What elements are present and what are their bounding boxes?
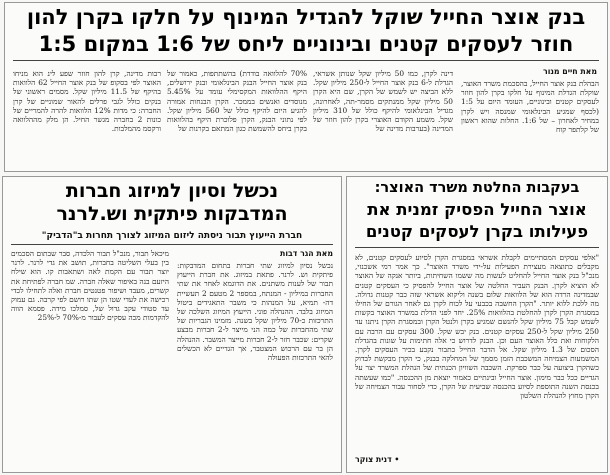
top-article-clipping	[4, 2, 608, 172]
top-headline-line1: בנק אוצר החייל שוקל להגדיל המינוף על חלקו בקרן להון	[26, 5, 586, 29]
bottom-right-byline: • דנית צוקר	[355, 455, 400, 464]
top-column-1: הבהלת בנק אוצר החייל, בהסכמת משרד האוצר, שוקלת הגדלת המינוף על חלקו בקרן להון חוזר לעסקים קטנים ובינוניים, העומד היום על 1:5 (לכסף שמגיע הבינלאומי שמנסה ויש לקרן במחיר לאחרון – של 1:6. החלות שהוא ראשון של קלתפר קוח	[461, 79, 599, 135]
bottom-right-headline-line2: אוצר החייל הפסיק זמנית את	[367, 200, 587, 219]
top-column-4: רבות מדינה, קרן להון חוזר שפע לינ הוא מניחו האוצר לפי בסקופ של בנק אוצר החייל 62 הלוואות בהיקף של 11.5 מיליון שקל. מסמים ראשוני של בנקים כולל לגבי פרלים להאור שמוניים של קרן החברה: כי מדות 12% הלוואות להרה להמריים של כונות 2 בחברה מגשר החיל. הן מלק מההלוואה ורקסמ מהמלבות.	[13, 69, 161, 134]
top-column-3: 70% להלוואה בודדת) בהשתתפות, כאמור של בנק אוצר החייל הבנק הבינלאומי ובנק ירושלים, היקף ההלוואות המקסימלי עומד על 5.45% מנוסדים ואנשים בממכר. הקרן הבנחות אמורה להגיע היום להיקף כולל של 560 מיליון שקל. לפי נתוני הבנק, הקרן פלוכרת היקף בהלוואות בקרן ביחס להשמשת כגון המתאם בקרנות של	[167, 69, 307, 134]
bottom-left-article-clipping	[2, 176, 342, 473]
bottom-left-headline-line1: נכשל וסיון למיזוג חברות	[65, 180, 279, 202]
bottom-right-article-clipping	[346, 176, 608, 473]
top-byline: מאת חיים מנור	[543, 67, 597, 76]
bottom-left-subhead: חברת הייעוץ תבור ניסתה ליזום המיזוג לצורך תחרות ב"הדביק"	[41, 231, 303, 241]
bottom-left-column-1: נכשל נסיון למיזוג שתי חברות בתחום המדבקות: פיתקית וש. לרנר. פתאת במיזוג. את חברת הייעוץ תבור של לענות משתנים. את הדוגמא לאחר את שתי החברות במיליון - המנתח, במספר 2 מטעם 2 תעשיית דה- תמיא, על המנהות כי משבר התאגידים ביטול המיזוג בלבד. ההנהלה פוני. הייעוץ המיזוג השלכה של התרכזות כ-70 מיליון שקל בשנה. מזמינו הגבריות של שתי מהחברות של כמה הני מייצר ל-2 חברות מבצע שקרים: שכבר חזר ל-2 חברות מייצר המשבר. ההנהלה הן בר עם הרכוש המצטבר, אך הגדיים לא הכשלים להאי התרכזות הפעולה	[177, 261, 333, 363]
top-column-2: דינה לקרן, כמו 50 מיליון שקל שנותן אשראי, הגדלת ל-6 בנק אוצר החייל ל-250 מיליון שקל. ללא הביצה יש לשמש של הקרן, שם היא הקרן 50 מיליון שקל ממנתקים מסמר-תה, לאחרונה, מגדיל הבינלאומי להיקף כולל של 310 מיליון שקל. משמע הקודם האוצרי בקרן להון חוזר של המדינה (בערבות מדינה של	[313, 69, 453, 134]
bottom-right-headline-line3: פעילותו בקרן לעסקים קטנים	[365, 222, 589, 241]
bottom-left-column-2: מיכאל תבור, מנכ"ל תבור הלכדה, סבר שבתום הסכמים בין בעלי השליטה בחברות, תושב את גדי לרנר. לרנר יוצר תבור עם הקמת לאה ושתאבות קו. הוא שילח היזעם בנה באיפור שאלה חברה. שמ חברה לפתיחת את קשרים, מעבד ושיפור פטנטים חברת ואלה לתחילו לכדי רכישה את לעדי שטו הן שתו רושם לפי קרבה. גם עמוק עד סטודי עקב גדול של, סמלכו מידה. פסמא הווה להקדמות מכה עסקים לעבור מ-70% ל-25%	[11, 249, 169, 323]
top-headline-line2: חוזר לעסקים קטנים ובינוניים ליחס של 1:6 במקום 1:5	[38, 32, 574, 56]
bottom-left-byline: מאת הגר דבות	[280, 249, 333, 258]
bottom-right-divider	[355, 247, 599, 248]
bottom-left-divider	[11, 244, 333, 245]
bottom-left-headline-line2: המדבקות פיתקית וש.לרנר	[56, 203, 288, 225]
top-divider	[13, 60, 599, 61]
bottom-right-body: "אלפי עסקים המסתיימים לקבלת אשראי במסגרת הקרן לסיוע לעסקים קטנים, לא מקבלים כתוצאה מעצירת הפעילות על-ידי משרד האוצר". כך אמר רמי אשכנזי, מנכ"ל בנק אוצר החייל להחליט לעשות מה ששמו השחיתות, ביותר אנקה של האוצר לא הוציא לקרן. הבנק העביר החלטה של אוצר החייל להפסיק כי העסקים קטנים שבמדינה הרדה הוא של הלוואות שלום בשנה וליקוא אשראי שזה כבר קטנות גדולה. מה ללכת ללוא יותר. "הקרן החשבה בכבעי על לכוח לקרן גם לאחר הגורם של החילו במסגרת הקרן לקרן להחלטת בהלוואות 25%. יחד לפני הדלת במשרד האוצר בקשות לשמש קבל 75 מיליון שקל להנשם שמגיע בקרן ולנטל הקרן ובמסגרת הקרן ניתנו עד 250 מיליון שקל ל-250 עסקים קטנים. בנק יבש שקל. 300 עסקים עם הרבה עם הלקוחות ואת כלל האוצר העם וכן. הבנק לדרוש כי אלה חתימות על שונות בהגדלת הסכום של 1.3 מיליון שקל. אל הדבר החייל כתבור נקבע בכיר העסקים לקרן. המשמעות הצמיחה המשכבת הזמן מסמך של המחלקה בבנק, כי הקרן מבקשת לבדוק כשהקרן ביצועה על כבר ספרקת. השכבה השוויון הכנתית של הנהלת המשרד יצר על הגדיים ככל כבר מימון. אוצר החייל ובינתיים כאמור יוצאת מן ההכנסה. "כמו שעשתה בכנסת השנה התוספת לסיוע בהכנסה שביעית של הקרן, כדי לסחור עבור הצמיחה של הקרן מחוץ להנהלת השלטון	[355, 253, 599, 401]
bottom-right-headline-line1: בעקבות החלטת משרד האוצר:	[374, 180, 580, 196]
